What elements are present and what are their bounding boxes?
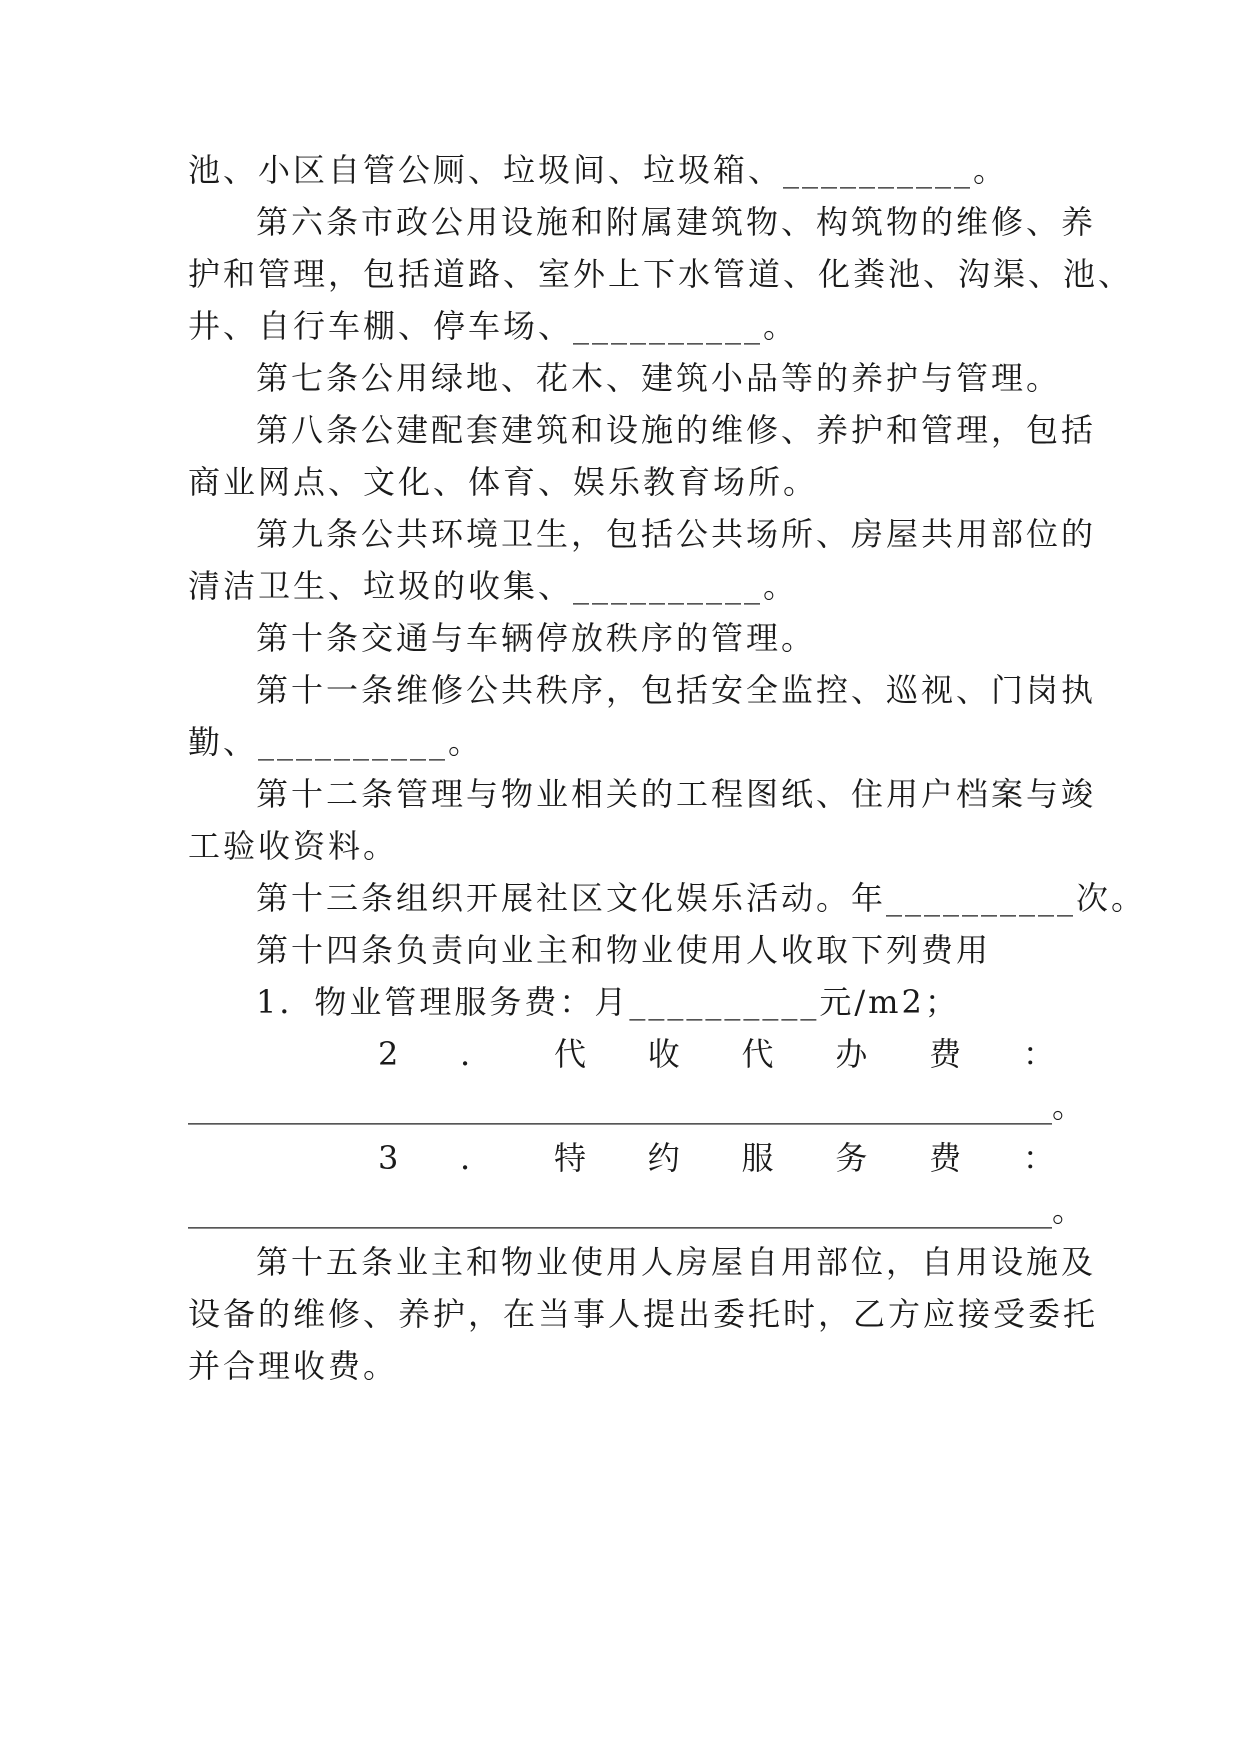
text-line: 工验收资料。 (188, 827, 399, 865)
fee-item-2-char: ． (460, 1035, 496, 1073)
fee-item-3-char: 务 (835, 1139, 871, 1177)
text-line: 井、自行车棚、停车场、__________。 (188, 307, 799, 345)
fee-item-2-char: 费 (929, 1035, 965, 1073)
fee-item-2 (378, 1032, 1058, 1076)
text-line: 1．物业管理服务费：月__________元/m2； (256, 983, 960, 1021)
text-line: 并合理收费。 (188, 1347, 399, 1385)
text-line: 第八条公建配套建筑和设施的维修、养护和管理，包括 (256, 411, 1097, 449)
text-line: 第十二条管理与物业相关的工程图纸、住用户档案与竣 (256, 775, 1097, 813)
fee-item-3-char: 服 (741, 1139, 777, 1177)
fee-item-3 (378, 1136, 1058, 1180)
fee-item-3-char: ． (460, 1139, 496, 1177)
fee-item-2-char: 收 (647, 1035, 683, 1073)
fee-item-3-char: 3 (378, 1139, 402, 1177)
text-line: 第十五条业主和物业使用人房屋自用部位，自用设施及 (256, 1243, 1097, 1281)
text-line: 第九条公共环境卫生，包括公共场所、房屋共用部位的 (256, 515, 1097, 553)
fee-item-2-char: 代 (741, 1035, 777, 1073)
fee-item-3-char: ： (1022, 1139, 1058, 1177)
text-line: 勤、__________。 (188, 723, 484, 761)
blank-line: ______________________________________________________。 (188, 1191, 1085, 1229)
text-line: 商业网点、文化、体育、娱乐教育场所。 (188, 463, 819, 501)
fee-item-3-char: 费 (929, 1139, 965, 1177)
fee-item-3-char: 约 (647, 1139, 683, 1177)
fee-item-2-char: 代 (553, 1035, 589, 1073)
text-line: 护和管理，包括道路、室外上下水管道、化粪池、沟渠、池、 (188, 255, 1134, 293)
fee-item-2-char: ： (1022, 1035, 1058, 1073)
text-line: 池、小区自管公厕、垃圾间、垃圾箱、__________。 (188, 151, 1009, 189)
fee-item-2-char: 办 (835, 1035, 871, 1073)
text-line: 第六条市政公用设施和附属建筑物、构筑物的维修、养 (256, 203, 1097, 241)
blank-line: ______________________________________________________。 (188, 1087, 1085, 1125)
text-line: 第七条公用绿地、花木、建筑小品等的养护与管理。 (256, 359, 1062, 397)
fee-item-2-char: 2 (378, 1035, 402, 1073)
fee-item-3-char: 特 (553, 1139, 589, 1177)
text-line: 第十一条维修公共秩序，包括安全监控、巡视、门岗执 (256, 671, 1097, 709)
text-line: 清洁卫生、垃圾的收集、__________。 (188, 567, 799, 605)
text-line: 第十条交通与车辆停放秩序的管理。 (256, 619, 817, 657)
text-line: 第十三条组织开展社区文化娱乐活动。年__________次。 (256, 879, 1147, 917)
text-line: 第十四条负责向业主和物业使用人收取下列费用 (256, 931, 992, 969)
text-line: 设备的维修、养护，在当事人提出委托时，乙方应接受委托 (188, 1295, 1099, 1333)
